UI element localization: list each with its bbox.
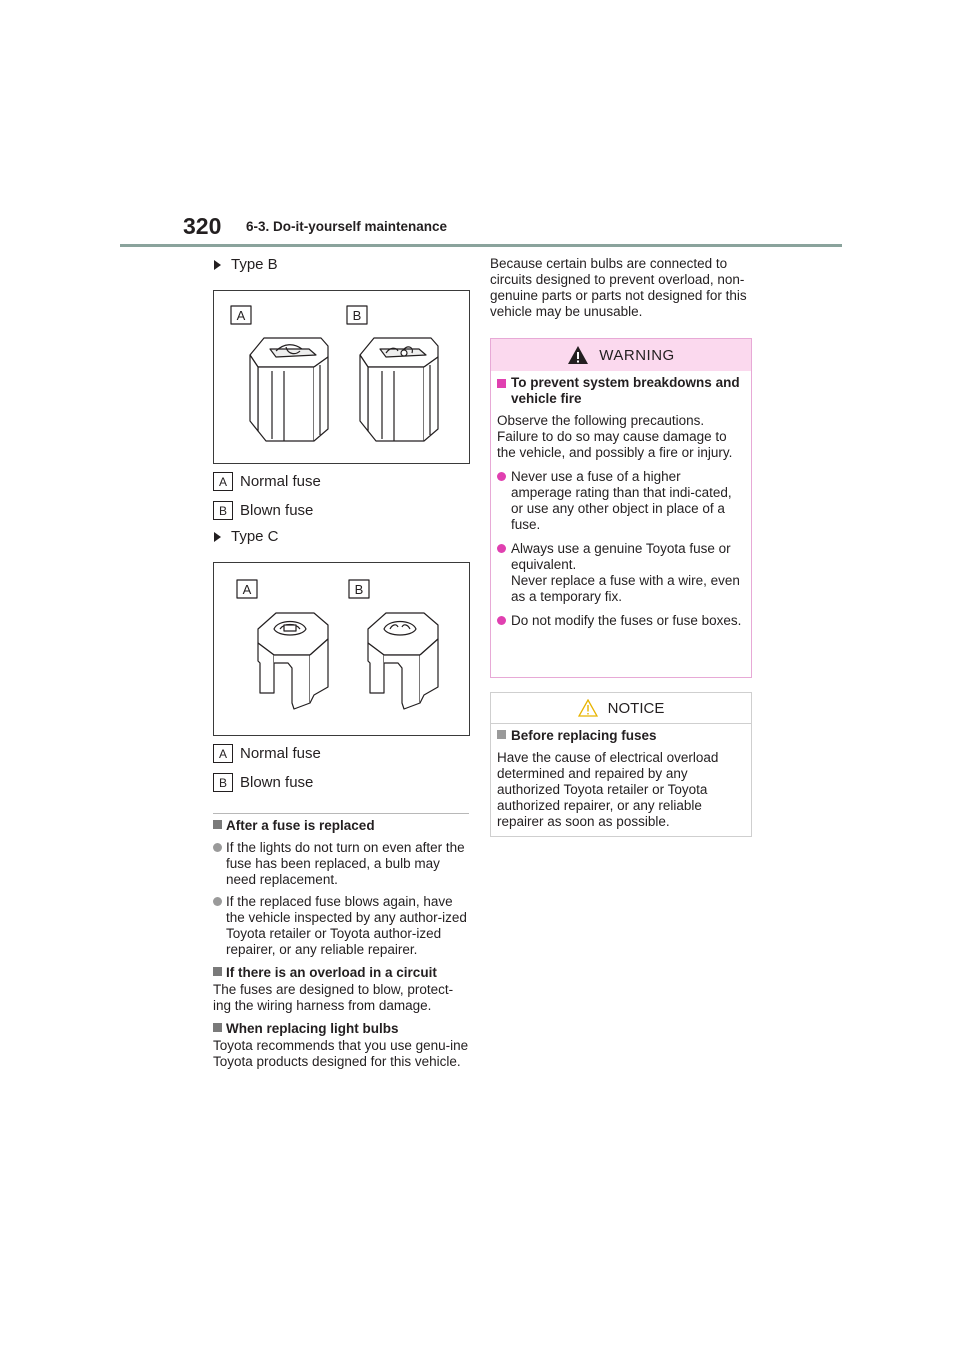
warning-header	[491, 339, 751, 371]
type-c-heading-text: Type C	[231, 528, 279, 545]
normal-fuse-c-icon	[258, 613, 328, 709]
type-b-caption-b	[213, 501, 313, 520]
notes-divider	[213, 813, 469, 814]
warning-box	[490, 338, 752, 678]
normal-fuse-b-icon	[250, 338, 328, 441]
after-item-2: If the replaced fuse blows again, have the vehicle inspected by any author-ized Toyota retailer or Toyota author-ized repairer, or any reliable repairer.	[213, 894, 471, 958]
header-rule	[120, 244, 842, 247]
section-title: 6-3. Do-it-yourself maintenance	[246, 219, 448, 234]
warning-subtitle: To prevent system breakdowns and vehicle fire	[497, 375, 745, 407]
notice-subtitle: Before replacing fuses	[497, 728, 745, 744]
warning-item-1: Never use a fuse of a higher amperage rating than that indi-cated, or use any other object in place of a fuse.	[497, 469, 745, 533]
right-intro: Because certain bulbs are connected to circuits designed to prevent overload, non-genuine parts or parts not designed for this vehicle may be unusable.	[490, 256, 747, 319]
notice-title: NOTICE	[607, 699, 665, 717]
caption-text: Blown fuse	[240, 774, 314, 791]
caption-label-a: A	[213, 472, 233, 491]
triangle-bullet-icon	[214, 532, 221, 542]
fig-c-label-a: A	[242, 582, 252, 597]
notice-header	[491, 693, 751, 724]
type-b-heading-text: Type B	[231, 256, 278, 273]
fig-c-label-b: B	[354, 582, 364, 597]
warning-item-2: Always use a genuine Toyota fuse or equivalent. Never replace a fuse with a wire, even as a temporary fix.	[497, 541, 745, 605]
type-c-heading	[214, 528, 279, 545]
after-replaced-heading: After a fuse is replaced	[213, 818, 471, 834]
caption-text: Normal fuse	[240, 745, 321, 762]
blown-fuse-c-icon	[368, 613, 438, 709]
notice-body	[491, 724, 751, 830]
type-b-figure	[213, 290, 470, 464]
square-bullet-icon	[497, 730, 506, 739]
triangle-bullet-icon	[214, 260, 221, 270]
caption-label-b: B	[213, 773, 233, 792]
caption-label-b: B	[213, 501, 233, 520]
fig-b-label-b: B	[352, 308, 362, 323]
caption-label-a: A	[213, 744, 233, 763]
notice-box	[490, 692, 752, 837]
warning-title: WARNING	[599, 346, 675, 364]
blown-fuse-b-icon	[360, 338, 438, 441]
page-number: 320	[183, 213, 222, 239]
left-notes	[213, 818, 471, 1070]
bulbs-text: Toyota recommends that you use genu-ine Toyota products designed for this vehicle.	[213, 1038, 469, 1069]
bulbs-heading: When replacing light bulbs	[213, 1021, 471, 1037]
type-b-heading	[214, 256, 278, 273]
caption-text: Blown fuse	[240, 502, 314, 519]
type-c-fuse-illustration	[214, 563, 469, 735]
warning-intro: Observe the following precautions. Failure to do so may cause damage to the vehicle, and possibly a fire or injury.	[497, 413, 733, 460]
type-c-caption-b	[213, 773, 313, 792]
caution-triangle-icon	[578, 699, 598, 717]
type-c-figure	[213, 562, 470, 736]
type-b-caption-a	[213, 472, 321, 491]
fig-b-label-a: A	[236, 308, 246, 323]
overload-heading: If there is an overload in a circuit	[213, 965, 471, 981]
square-bullet-icon	[497, 379, 506, 388]
square-bullet-icon	[213, 967, 222, 976]
warning-body	[491, 371, 751, 629]
warning-item-3: Do not modify the fuses or fuse boxes.	[497, 613, 745, 629]
notice-text: Have the cause of electrical overload determined and repaired by any authorized Toyota retailer or Toyota authorized repairer, or any reliable repairer as soon as possible.	[497, 750, 719, 829]
square-bullet-icon	[213, 820, 222, 829]
warning-triangle-icon	[567, 345, 589, 365]
after-item-1: If the lights do not turn on even after the fuse has been replaced, a bulb may need replacement.	[213, 840, 471, 888]
type-c-caption-a	[213, 744, 321, 763]
square-bullet-icon	[213, 1023, 222, 1032]
type-b-fuse-illustration	[214, 291, 469, 463]
overload-text: The fuses are designed to blow, protect-ing the wiring harness from damage.	[213, 982, 454, 1013]
caption-text: Normal fuse	[240, 473, 321, 490]
